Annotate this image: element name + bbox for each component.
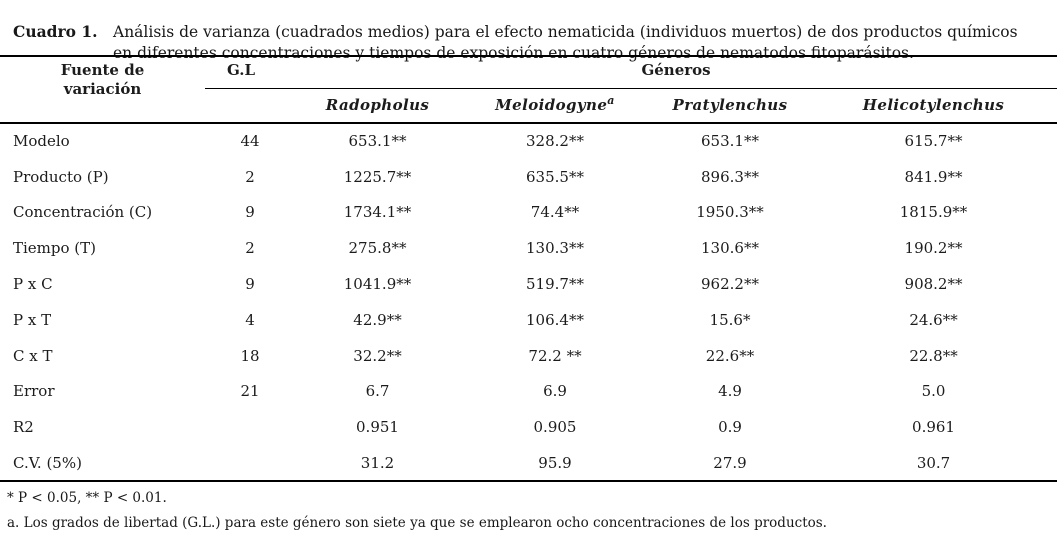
cell-value: 0.951 [356, 418, 399, 437]
cell-value: 22.8** [909, 346, 958, 365]
header-source-of-variation [0, 56, 205, 123]
cell-value: 5.0 [921, 382, 946, 401]
genus-name: Pratylenchus [672, 95, 788, 114]
table-caption-line1: Análisis de varianza (cuadrados medios) para el efecto nematicida (individuos muertos) de dos productos químicos [113, 22, 1018, 41]
cell-value: 841.9** [904, 167, 963, 186]
header-source-line2: variación [63, 80, 142, 98]
cell-source: P x T [13, 310, 52, 329]
cell-value: 4.9 [718, 382, 742, 401]
header-genus-helicotylenchus [810, 88, 1057, 123]
cell-value: 896.3** [701, 167, 759, 186]
cell-value: 962.2** [701, 275, 759, 294]
cell-value: 130.6** [701, 239, 759, 258]
header-genus-pratylenchus [650, 88, 810, 123]
cell-gl: 4 [245, 310, 255, 329]
table-row-r2 [0, 409, 1057, 445]
cell-value: 6.7 [365, 382, 390, 401]
cell-source: Producto (P) [13, 167, 109, 186]
cell-source: Error [13, 382, 55, 401]
cell-value: 653.1** [348, 132, 407, 151]
cell-value: 31.2 [295, 445, 460, 481]
table-row-error [0, 374, 1057, 410]
cell-value: 615.7** [904, 132, 963, 151]
cell-value: 1950.3** [696, 203, 764, 222]
cell-value: 22.6** [705, 346, 755, 365]
cell-value: 908.2** [904, 275, 963, 294]
footnotes [7, 486, 1053, 536]
anova-table [0, 55, 1057, 482]
cell-value: 190.2** [904, 239, 963, 258]
table-header [0, 56, 1057, 123]
cell-source: R2 [13, 418, 34, 437]
cell-gl [205, 409, 295, 445]
anova-table-wrap [0, 55, 1057, 482]
table-row-concentracion [0, 195, 1057, 231]
cell-source: P x C [13, 275, 53, 294]
cell-value: 27.9 [650, 445, 810, 481]
cell-value: 106.4** [526, 310, 584, 329]
table-row-modelo [0, 123, 1057, 159]
header-genera-group: Géneros [295, 56, 1057, 88]
genus-superscript: a [607, 93, 615, 107]
cell-value: 519.7** [526, 275, 584, 294]
footnote-significance: * P < 0.05, ** P < 0.01. [7, 490, 167, 506]
cell-gl: 2 [245, 167, 255, 186]
cell-value: 6.9 [543, 382, 567, 401]
header-degrees-of-freedom: G.L [205, 56, 295, 88]
table-row-pxc [0, 266, 1057, 302]
cell-value: 1734.1** [343, 203, 412, 222]
cell-source: C.V. (5%) [0, 445, 205, 481]
table-row-pxt [0, 302, 1057, 338]
cell-gl: 44 [240, 132, 260, 151]
genus-name: Helicotylenchus [862, 95, 1005, 114]
header-group-row [0, 56, 1057, 88]
table-row-tiempo [0, 230, 1057, 266]
header-genus-spacer [205, 88, 295, 123]
cell-value: 1225.7** [343, 167, 412, 186]
cell-gl: 9 [245, 203, 255, 222]
cell-value: 0.9 [718, 418, 742, 437]
cell-value: 275.8** [348, 239, 407, 258]
cell-value: 1815.9** [899, 203, 968, 222]
cell-source: Tiempo (T) [13, 239, 97, 258]
cell-value: 24.6** [909, 310, 958, 329]
cell-value: 32.2** [353, 346, 402, 365]
cell-source: C x T [13, 346, 53, 365]
cell-value: 0.961 [912, 418, 955, 437]
table-row-producto [0, 159, 1057, 195]
cell-value: 72.2 ** [528, 346, 582, 365]
genus-name: Radopholus [325, 95, 430, 114]
footnote-a: a. Los grados de libertad (G.L.) para este género son siete ya que se emplearon ocho concentraciones de los productos. [7, 515, 827, 531]
cell-value: 15.6* [709, 310, 751, 329]
cell-value: 95.9 [460, 445, 650, 481]
header-genus-radopholus [295, 88, 460, 123]
cell-value: 74.4** [530, 203, 580, 222]
table-caption-label: Cuadro 1. [13, 21, 98, 41]
cell-value: 130.3** [526, 239, 584, 258]
cell-gl [205, 445, 295, 481]
cell-source: Modelo [13, 132, 70, 151]
cell-value: 328.2** [526, 132, 584, 151]
cell-gl: 21 [240, 382, 260, 401]
table-row-cxt [0, 338, 1057, 374]
cell-value: 30.7 [810, 445, 1057, 481]
cell-gl: 18 [240, 346, 260, 365]
cell-gl: 9 [245, 275, 255, 294]
cell-value: 42.9** [353, 310, 402, 329]
cell-value: 1041.9** [343, 275, 412, 294]
cell-value: 0.905 [533, 418, 577, 437]
table-body [0, 123, 1057, 481]
header-genus-meloidogyne [460, 88, 650, 123]
header-source-line1: Fuente de [60, 61, 145, 79]
genus-name: Meloidogyne [495, 95, 608, 114]
cell-gl: 2 [245, 239, 255, 258]
cell-value: 653.1** [701, 132, 759, 151]
cell-value: 635.5** [526, 167, 584, 186]
cell-source: Concentración (C) [13, 203, 153, 222]
table-caption-line2: en diferentes concentraciones y tiempos de exposición en cuatro géneros de nematodos fitoparásitos. [113, 43, 914, 62]
table-row-cv [0, 445, 1057, 481]
